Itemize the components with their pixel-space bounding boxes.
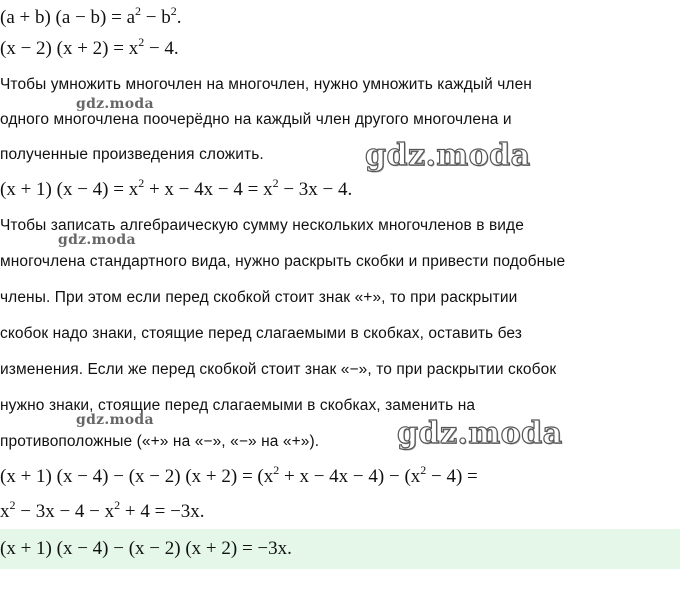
formula-x-squared-minus-4: (x − 2) $(x + 2) = x^2 - 4$. bbox=[0, 35, 179, 59]
formula-full-expression: (x + 1) (x − 4) − (x − 2) $(x + 2) = (x^2 + x - 4x - 4) - (x^2 - 4)$ = bbox=[0, 463, 478, 487]
paragraph2-line3: члены. При этом если перед скобкой стоит знак «+», то при раскрытии bbox=[0, 289, 518, 306]
watermark-small-1: gdz.moda bbox=[76, 96, 154, 112]
paragraph2-line7: противоположные («+» на «−», «−» на «+»). bbox=[0, 433, 320, 450]
watermark-small-2: gdz.moda bbox=[58, 232, 136, 248]
watermark-small-3: gdz.moda bbox=[76, 412, 154, 428]
formula-simplification: $x^2 - 3x - 4 - x^2 + 4 = -3x$. bbox=[0, 498, 205, 522]
paragraph1-line2: одного многочлена поочерёдно на каждый член другого многочлена и bbox=[0, 111, 512, 128]
paragraph1-line1: Чтобы умножить многочлен на многочлен, нужно умножить каждый член bbox=[0, 76, 532, 93]
paragraph2-line5: изменения. Если же перед скобкой стоит знак «−», то при раскрытии скобок bbox=[0, 361, 557, 378]
paragraph2-line4: скобок надо знаки, стоящие перед слагаемыми в скобках, оставить без bbox=[0, 325, 523, 342]
paragraph2-line6: нужно знаки, стоящие перед слагаемыми в скобках, заменить на bbox=[0, 397, 476, 414]
answer-formula: (x + 1) (x − 4) − (x − 2) (x + 2) = −3x. bbox=[0, 538, 292, 559]
watermark-big-1: gdz.moda bbox=[365, 138, 531, 173]
paragraph2-line1: Чтобы записать алгебраическую сумму нескольких многочленов в виде bbox=[0, 217, 524, 234]
paragraph2-line2: многочлена стандартного вида, нужно раскрыть скобки и привести подобные bbox=[0, 253, 566, 270]
watermark-big-2: gdz.moda bbox=[397, 416, 563, 451]
paragraph1-line3: полученные произведения сложить. bbox=[0, 146, 264, 163]
formula-product-expansion: (x + 1) $(x - 4) = x^2 + x - 4x - 4 = x^2 - 3x - 4$. bbox=[0, 176, 353, 200]
formula-difference-of-squares: (a + b) $(a - b) = a^2 - b^2$. bbox=[0, 4, 182, 28]
